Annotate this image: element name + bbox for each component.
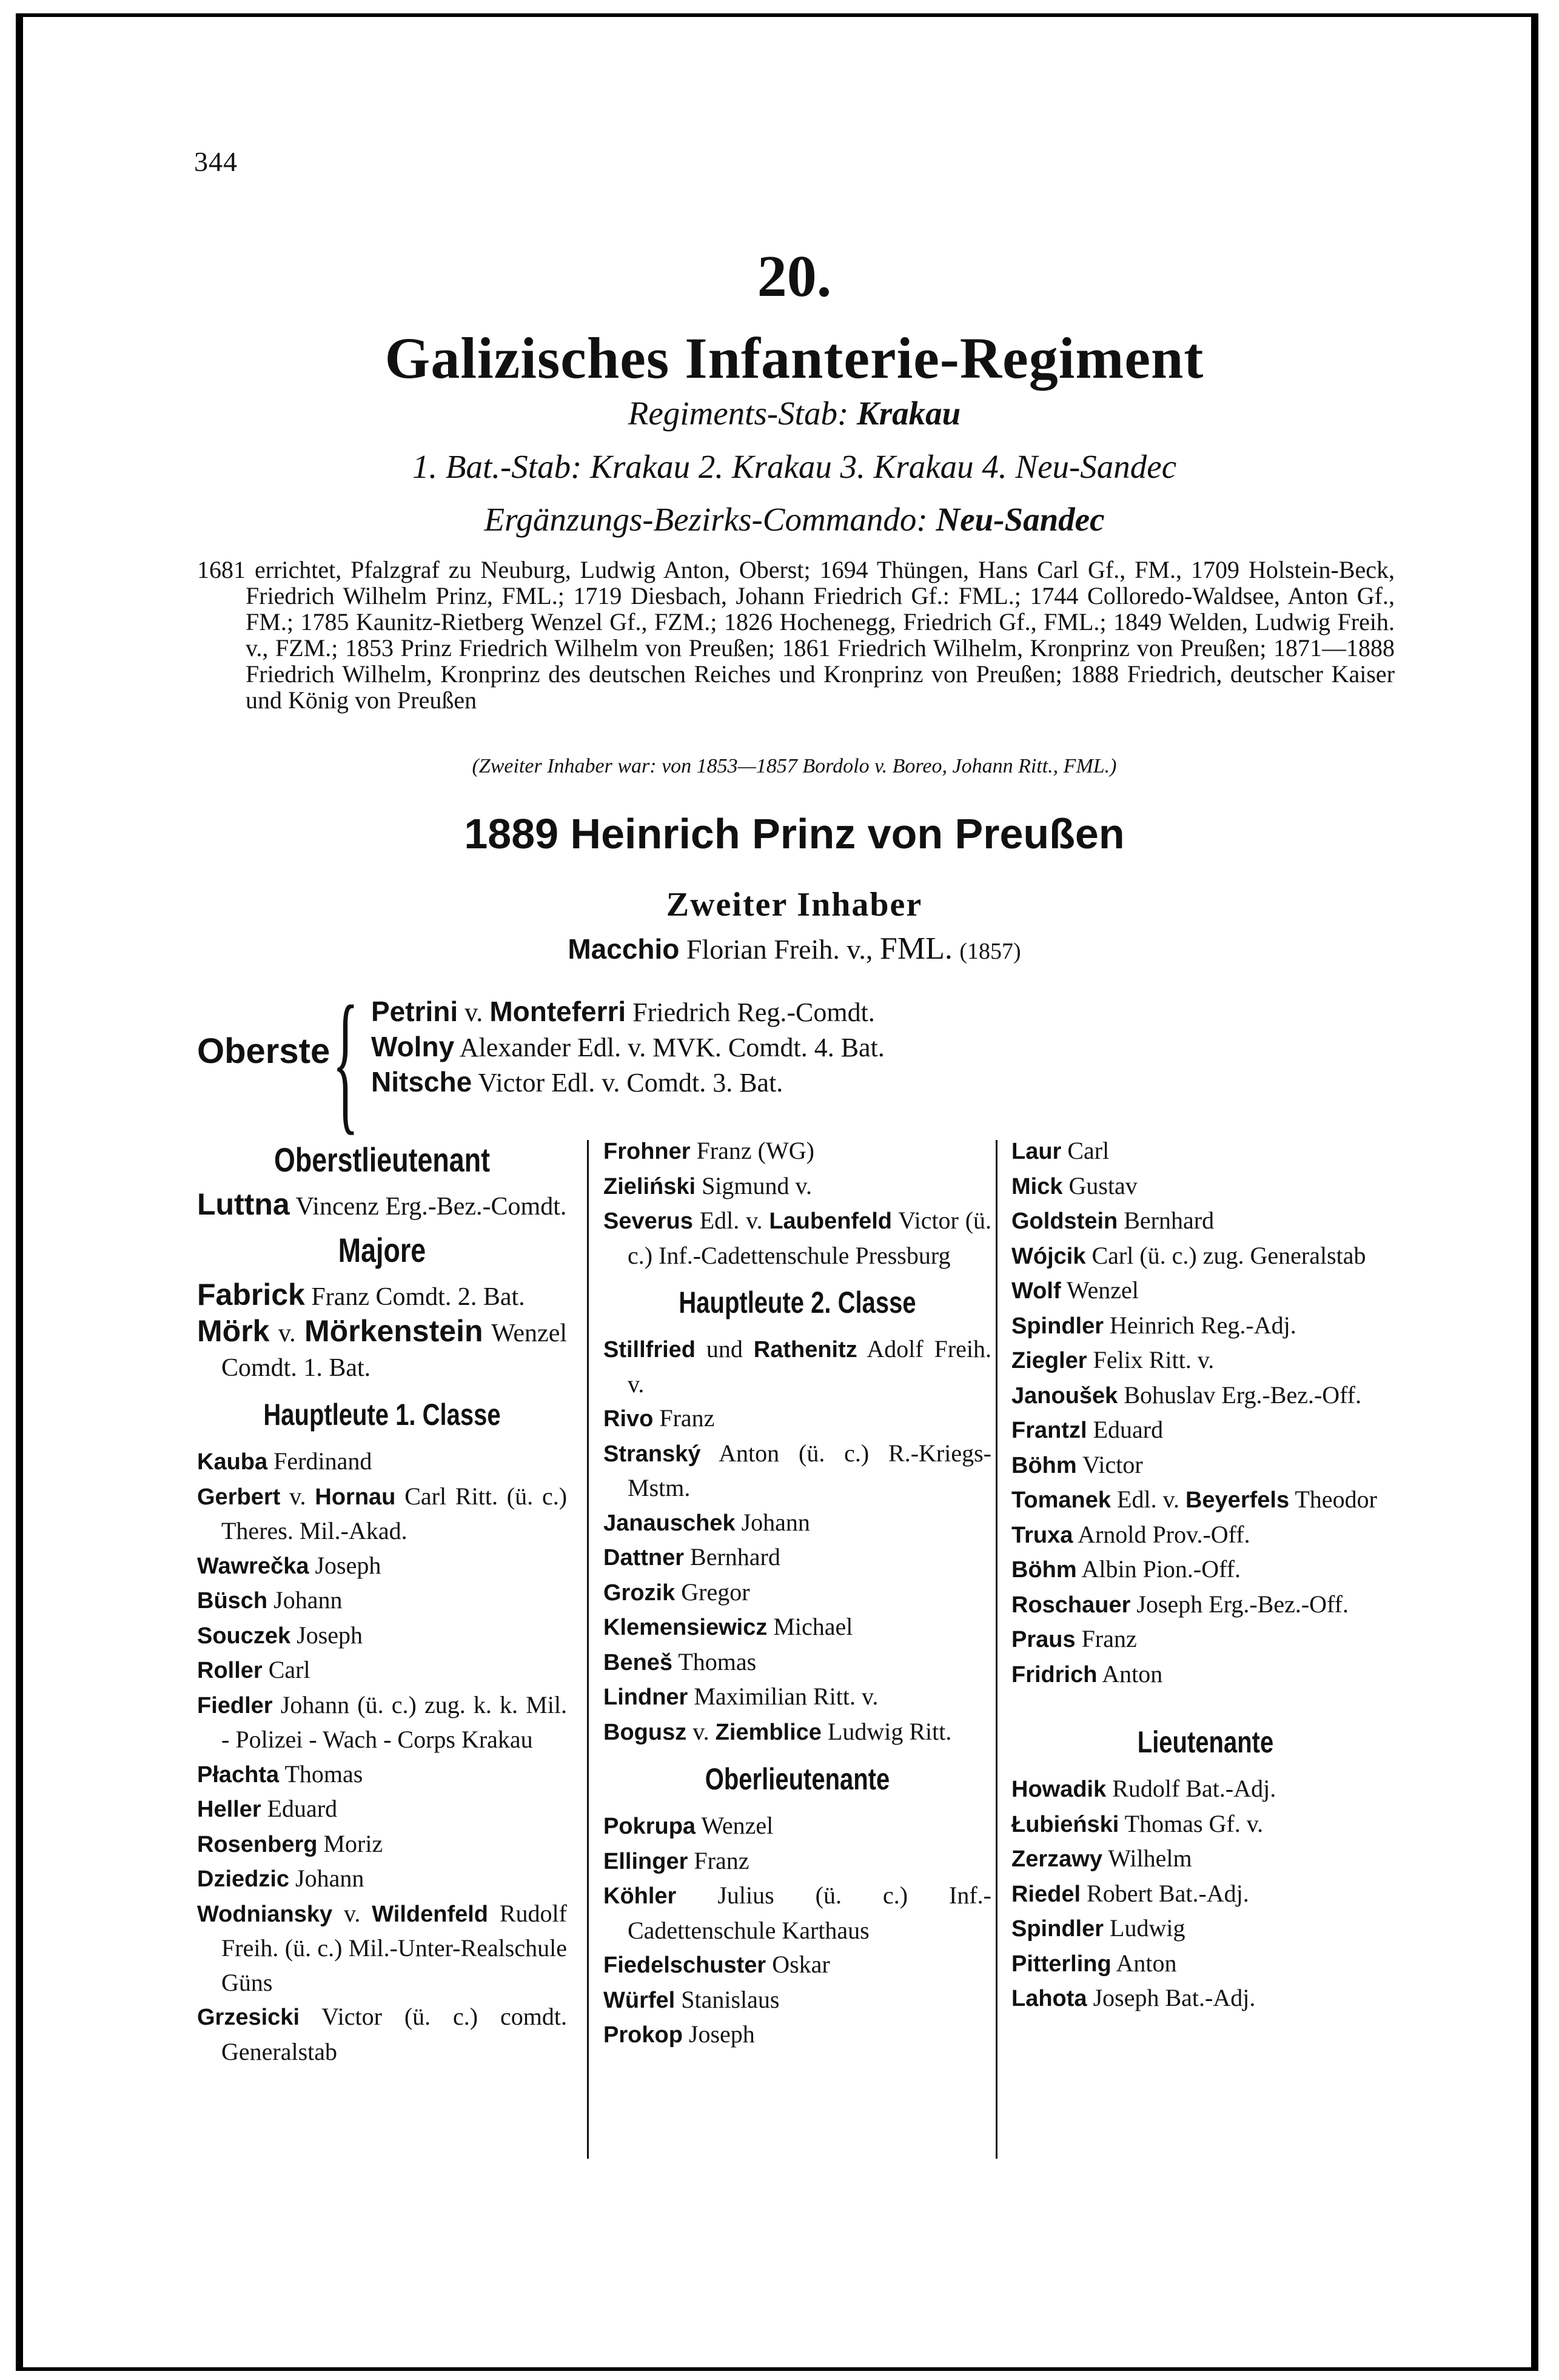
surname: Wodniansky: [197, 1901, 333, 1927]
details: Friedrich Reg.-Comdt.: [632, 997, 875, 1027]
particle: und: [706, 1335, 743, 1363]
details: Alexander Edl. v. MVK. Comdt. 4. Bat.: [459, 1033, 885, 1062]
surname: Ziegler: [1011, 1348, 1087, 1373]
list-item: [1011, 1587, 1400, 1623]
list-item: [603, 1506, 991, 1541]
list-item: [197, 1897, 567, 2000]
particle: v.: [464, 997, 483, 1027]
list-item: [197, 1653, 567, 1688]
surname: Mick: [1011, 1173, 1063, 1199]
details: Michael: [773, 1613, 853, 1640]
details: Franz: [659, 1404, 715, 1432]
history-line: Friedrich Wilhelm von Preußen; 1861 Friedrich Wilhelm, Kronprinz von Preußen; 1871—1888: [458, 634, 1395, 662]
surname: Böhm: [1011, 1557, 1077, 1583]
details: Anton (ü. c.) R.-Kriegs-Mstm.: [628, 1439, 991, 1501]
list-item: [603, 1948, 991, 1983]
oberst-entry: [371, 1065, 885, 1100]
details: Wenzel: [1066, 1276, 1139, 1304]
details: Eduard: [1093, 1416, 1164, 1443]
list-item: [603, 1715, 991, 1750]
surname: Grzesicki: [197, 2005, 300, 2030]
ergaenzung: [194, 500, 1395, 538]
details: Adolf Freih. v.: [628, 1335, 992, 1398]
details: Joseph: [297, 1621, 363, 1649]
list-item: [197, 1827, 567, 1862]
surname: Wójcik: [1011, 1243, 1086, 1269]
details: Anton: [1102, 1660, 1163, 1688]
details: Wenzel Comdt. 1. Bat.: [221, 1319, 568, 1382]
list-item: [197, 1688, 567, 1757]
list-item: [197, 1187, 567, 1224]
particle: v.: [278, 1319, 296, 1347]
details: Rudolf Bat.-Adj.: [1112, 1775, 1276, 1802]
oberstlieutenant-heading: Oberstlieutenant: [274, 1141, 490, 1179]
surname: Böhm: [1011, 1452, 1077, 1478]
history-line: Friedrich, deutscher Kaiser und König von Preußen: [246, 660, 1395, 714]
zweiter-inhaber-war: (Zweiter Inhaber war: von 1853—1857 Bordolo v. Boreo, Johann Ritt., FML.): [472, 755, 1117, 777]
surname: Mörk: [197, 1314, 270, 1348]
details: Arnold Prov.-Off.: [1078, 1520, 1250, 1548]
details: Stanislaus: [681, 1985, 780, 2013]
list-item: [603, 1680, 991, 1715]
details: Victor Edl. v. Comdt. 3. Bat.: [478, 1068, 783, 1098]
history-line: 1826 Hochenegg, Friedrich Gf., FML.; 1849 Welden, Ludwig Freih. v., FZM.; 1853 Prinz: [246, 608, 1395, 662]
regiments-stab-label: Regiments-Stab:: [628, 395, 849, 432]
list-item: [197, 1278, 567, 1315]
details: Rudolf Freih. (ü. c.) Mil.-Unter-Realschule Güns: [221, 1899, 567, 1996]
surname: Köhler: [603, 1883, 677, 1909]
surname: Praus: [1011, 1627, 1076, 1652]
surname2: Monteferri: [489, 996, 626, 1027]
details: Joseph Erg.-Bez.-Off.: [1136, 1590, 1349, 1618]
history-line: 1709 Holstein-Beck, Friedrich Wilhelm Prinz, FML.; 1719 Diesbach, Johann Friedrich Gf.:: [246, 556, 1395, 609]
details: Vincenz Erg.-Bez.-Comdt.: [295, 1193, 567, 1221]
details: Sigmund v.: [702, 1172, 812, 1199]
details: Gustav: [1068, 1172, 1138, 1199]
surname: Severus: [603, 1208, 693, 1234]
surname: Fridrich: [1011, 1661, 1098, 1688]
surname: Fiedelschuster: [603, 1953, 766, 1978]
details: Eduard: [267, 1795, 338, 1822]
particle: v.: [692, 1717, 709, 1745]
list-item: [1011, 1378, 1400, 1413]
list-item: [197, 2000, 567, 2069]
surname: Pitterling: [1011, 1951, 1111, 1977]
details: Victor (ü. c.) comdt. Generalstab: [221, 2003, 567, 2065]
surname: Laur: [1011, 1139, 1062, 1164]
surname: Lahota: [1011, 1986, 1087, 2011]
surname: Goldstein: [1011, 1208, 1118, 1234]
list-item: [1011, 1204, 1400, 1239]
surname: Wolny: [371, 1031, 455, 1062]
surname: Spindler: [1011, 1916, 1104, 1942]
surname: Souczek: [197, 1623, 291, 1649]
column-divider: [587, 1140, 589, 2159]
surname: Wawrečka: [197, 1553, 309, 1579]
list-item: [603, 1645, 991, 1680]
surname2: Rathenitz: [753, 1337, 857, 1363]
list-item: [1011, 1877, 1400, 1912]
history-line: Friedrich Wilhelm, Kronprinz des deutschen Reiches und Kronprinz von Preußen; 1888: [246, 660, 1119, 688]
surname: Zieliński: [603, 1173, 696, 1199]
details: Franz: [1081, 1625, 1137, 1652]
surname: Dattner: [603, 1545, 685, 1570]
list-item: [603, 1844, 991, 1879]
details: Wilhelm: [1108, 1845, 1192, 1872]
details: Joseph Bat.-Adj.: [1093, 1984, 1256, 2011]
surname: Stillfried: [603, 1337, 696, 1363]
details: Wenzel: [701, 1812, 774, 1839]
details: Thomas: [678, 1648, 757, 1675]
history-line: FML.; 1744 Colloredo-Waldsee, Anton Gf., FM.; 1785 Kaunitz-Rietberg Wenzel Gf., FZM.;: [246, 582, 1395, 635]
surname2: Hornau: [315, 1484, 396, 1510]
list-item: [197, 1862, 567, 1897]
surname: Bogusz: [603, 1719, 687, 1745]
details: Joseph: [315, 1551, 381, 1579]
oberste-list: [371, 994, 885, 1100]
surname: Klemensiewicz: [603, 1615, 768, 1640]
surname: Büsch: [197, 1588, 268, 1614]
surname: Lindner: [603, 1684, 688, 1710]
column-2: [603, 1134, 991, 2053]
particle: Edl. v.: [1117, 1486, 1179, 1513]
surname: Truxa: [1011, 1522, 1073, 1548]
surname: Würfel: [603, 1987, 676, 2013]
list-item: [603, 1540, 991, 1575]
details: Carl Ritt. (ü. c.) Theres. Mil.-Akad.: [221, 1482, 568, 1544]
lieutenante-heading: Lieutenante: [1137, 1725, 1274, 1759]
surname: Spindler: [1011, 1313, 1104, 1339]
surname: Rosenberg: [197, 1831, 318, 1857]
list-item: [1011, 1448, 1400, 1483]
list-item: [197, 1618, 567, 1654]
details: Bernhard: [1124, 1207, 1215, 1234]
details: Thomas: [284, 1760, 363, 1788]
brace-icon: {: [332, 974, 359, 1148]
oberst-entry: [371, 1030, 885, 1065]
particle: v.: [343, 1899, 361, 1927]
surname: Macchio: [568, 933, 680, 965]
bataillon-stab: 1. Bat.-Stab: Krakau 2. Krakau 3. Krakau 4. Neu-Sandec: [412, 448, 1177, 485]
list-item: [1011, 1518, 1400, 1553]
details: Bernhard: [690, 1543, 780, 1570]
surname: Roller: [197, 1658, 263, 1683]
details: Joseph: [688, 2020, 755, 2048]
list-item: [603, 1879, 991, 1948]
oberst-entry: [371, 994, 885, 1030]
list-item: [1011, 1622, 1400, 1657]
details: Carl: [268, 1656, 310, 1683]
surname: Grozik: [603, 1580, 676, 1606]
regiment-number: 20.: [757, 244, 832, 309]
surname: Wolf: [1011, 1278, 1061, 1304]
zweiter-inhaber-name: [194, 931, 1395, 967]
surname: Luttna: [197, 1187, 290, 1221]
list-item: [603, 1401, 991, 1436]
surname: Prokop: [603, 2022, 683, 2048]
surname: Heller: [197, 1797, 261, 1822]
oberste-label: Oberste: [197, 1031, 330, 1071]
surname2: Mörkenstein: [304, 1314, 483, 1348]
list-item: [197, 1757, 567, 1792]
details: Anton: [1116, 1949, 1177, 1977]
list-item: [603, 1610, 991, 1645]
list-item: [1011, 1807, 1400, 1842]
surname: Fiedler: [197, 1692, 273, 1718]
list-item: [603, 1809, 991, 1844]
list-item: [603, 1436, 991, 1506]
majore-heading: Majore: [338, 1230, 426, 1269]
ergaenzung-label: Ergänzungs-Bezirks-Commando:: [484, 501, 928, 538]
surname: Kauba: [197, 1449, 268, 1475]
list-item: [1011, 1772, 1400, 1807]
surname: Janauschek: [603, 1510, 736, 1536]
surname: Nitsche: [371, 1066, 472, 1098]
surname: Janoušek: [1011, 1383, 1118, 1409]
inhaber: 1889 Heinrich Prinz von Preußen: [464, 810, 1125, 857]
list-item: [603, 1575, 991, 1611]
details: Ludwig: [1110, 1914, 1185, 1942]
list-item: [603, 2017, 991, 2053]
surname: Pokrupa: [603, 1814, 696, 1839]
details: Victor: [1082, 1450, 1143, 1478]
list-item: [197, 1480, 567, 1549]
given-name: Florian Freih. v.,: [686, 934, 873, 965]
details: Carl: [1067, 1137, 1110, 1164]
list-item: [197, 1549, 567, 1584]
particle: Edl. v.: [699, 1207, 763, 1234]
details: Franz Comdt. 2. Bat.: [311, 1282, 525, 1311]
regiment-history: [197, 557, 1395, 713]
details: Ludwig Ritt.: [827, 1717, 952, 1745]
list-item: [1011, 1842, 1400, 1877]
details: Gregor: [681, 1578, 750, 1606]
list-item: [1011, 1413, 1400, 1448]
zweiter-inhaber-heading: Zweiter Inhaber: [666, 886, 923, 924]
column-divider: [996, 1140, 997, 2159]
list-item: [197, 1792, 567, 1827]
details: Ferdinand: [273, 1447, 372, 1475]
details: Julius (ü. c.) Inf.-Cadettenschule Karthaus: [628, 1882, 991, 1944]
list-item: [1011, 1343, 1400, 1378]
history-line: 1681 errichtet, Pfalzgraf zu Neuburg, Ludwig Anton, Oberst; 1694 Thüngen, Hans Carl Gf., FM.,: [197, 556, 1182, 583]
details: Johann: [741, 1508, 810, 1536]
surname: Stranský: [603, 1441, 701, 1467]
list-item: [1011, 1483, 1400, 1518]
details: Thomas Gf. v.: [1124, 1809, 1264, 1837]
regiment-title: Galizisches Infanterie-Regiment: [384, 326, 1204, 391]
details: Johann: [273, 1586, 343, 1614]
regiments-stab: [194, 394, 1395, 432]
details: Albin Pion.-Off.: [1081, 1555, 1241, 1583]
ergaenzung-place: Neu-Sandec: [936, 501, 1105, 538]
surname: Płachta: [197, 1762, 280, 1788]
surname: Frohner: [603, 1139, 691, 1164]
surname: Howadik: [1011, 1777, 1107, 1802]
details: Theodor: [1295, 1486, 1377, 1513]
surname2: Wildenfeld: [372, 1901, 489, 1927]
rank: FML.: [879, 931, 953, 966]
hauptleute-1-heading: Hauptleute 1. Classe: [263, 1398, 501, 1432]
list-item: [1011, 1552, 1400, 1587]
list-item: [1011, 1309, 1400, 1344]
list-item: [1011, 1946, 1400, 1982]
list-item: [197, 1444, 567, 1480]
list-item: [603, 1983, 991, 2018]
regiments-stab-place: Krakau: [857, 395, 961, 432]
details: Oskar: [772, 1951, 830, 1978]
list-item: [603, 1134, 991, 1169]
details: Carl (ü. c.) zug. Generalstab: [1091, 1241, 1366, 1269]
list-item: [603, 1332, 991, 1401]
surname: Frantzl: [1011, 1418, 1087, 1443]
hauptleute-2-heading: Hauptleute 2. Classe: [679, 1286, 916, 1319]
details: Johann (ü. c.) zug. k. k. Mil. - Polizei - Wach - Corps Krakau: [221, 1691, 568, 1753]
particle: v.: [289, 1482, 306, 1510]
surname: Fabrick: [197, 1277, 305, 1312]
list-item: [1011, 1134, 1400, 1169]
surname: Riedel: [1011, 1881, 1081, 1907]
surname: Zerzawy: [1011, 1846, 1102, 1872]
details: Johann: [295, 1865, 364, 1892]
surname: Ellinger: [603, 1848, 688, 1874]
list-item: [603, 1204, 991, 1273]
details: Franz (WG): [696, 1137, 814, 1164]
surname: Łubieński: [1011, 1811, 1119, 1837]
list-item: [197, 1583, 567, 1618]
list-item: [603, 1169, 991, 1204]
surname: Rivo: [603, 1406, 654, 1432]
list-item: [1011, 1657, 1400, 1692]
surname2: Ziemblice: [715, 1719, 822, 1745]
column-1: [197, 1134, 567, 2069]
surname: Petrini: [371, 996, 458, 1027]
details: Franz: [694, 1846, 749, 1874]
surname: Roschauer: [1011, 1592, 1131, 1618]
details: Bohuslav Erg.-Bez.-Off.: [1124, 1381, 1362, 1409]
surname: Beneš: [603, 1649, 673, 1675]
details: Robert Bat.-Adj.: [1087, 1879, 1249, 1907]
surname: Tomanek: [1011, 1487, 1111, 1513]
surname: Gerbert: [197, 1484, 281, 1510]
details: Heinrich Reg.-Adj.: [1110, 1311, 1296, 1339]
list-item: [197, 1314, 567, 1385]
list-item: [1011, 1239, 1400, 1274]
surname2: Beyerfels: [1185, 1487, 1290, 1513]
surname2: Laubenfeld: [769, 1208, 892, 1234]
year: (1857): [959, 939, 1021, 964]
page-number: 344: [194, 146, 238, 177]
list-item: [1011, 1169, 1400, 1204]
details: Moriz: [323, 1829, 383, 1857]
surname: Dziedzic: [197, 1866, 290, 1892]
column-3: [1011, 1134, 1400, 2016]
list-item: [1011, 1273, 1400, 1309]
details: Victor (ü. c.) Inf.-Cadettenschule Pressburg: [628, 1207, 992, 1269]
list-item: [1011, 1981, 1400, 2016]
details: Maximilian Ritt. v.: [694, 1683, 879, 1710]
list-item: [1011, 1911, 1400, 1946]
oberlieutenante-heading: Oberlieutenante: [705, 1762, 890, 1796]
details: Felix Ritt. v.: [1093, 1346, 1215, 1373]
